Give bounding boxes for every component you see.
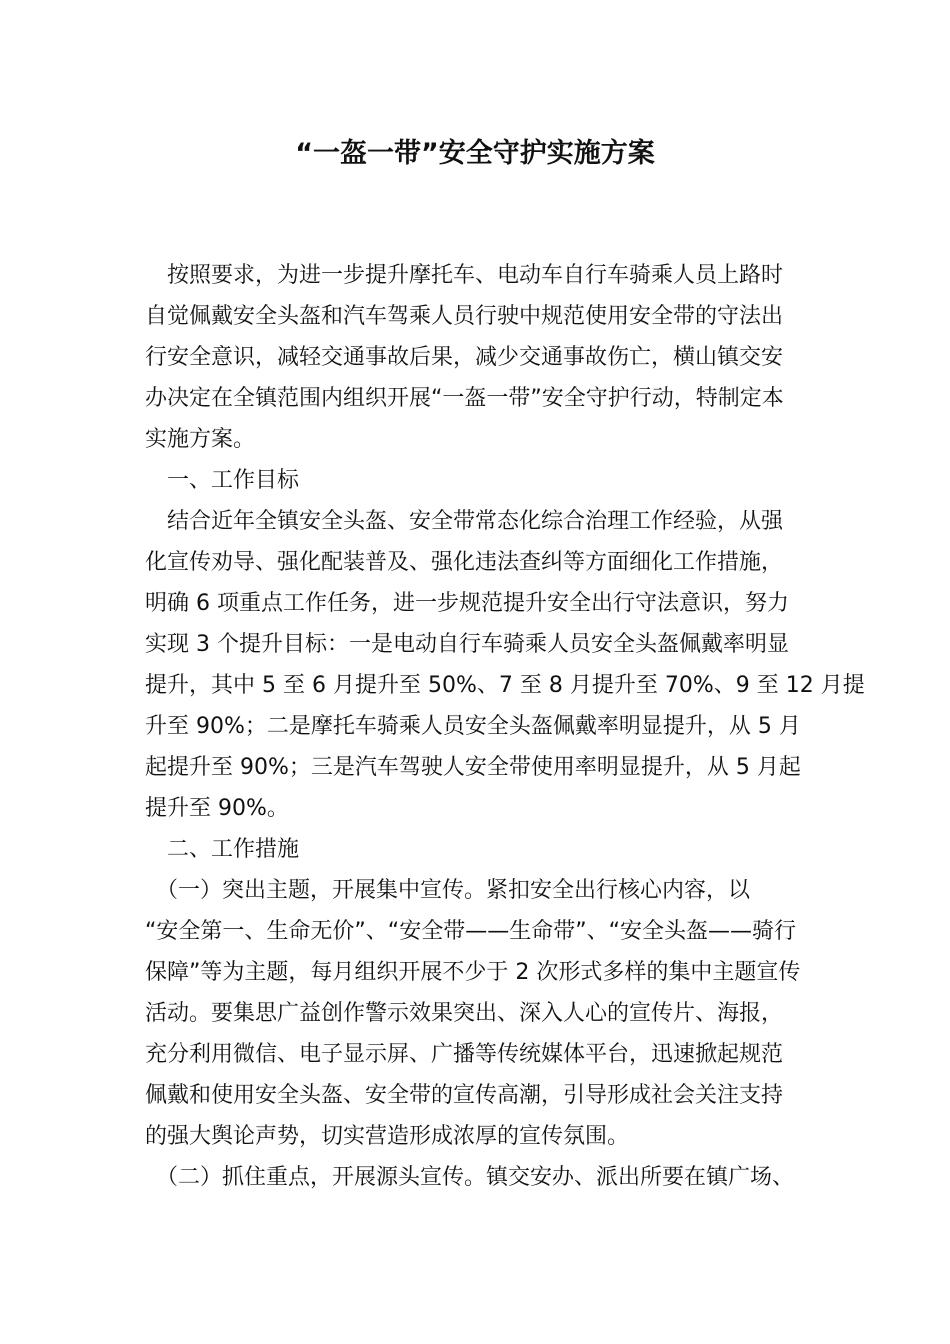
document-body [145,255,865,1198]
text-line: 行安全意识，减轻交通事故后果，减少交通事故伤亡，横山镇交安 [145,345,784,370]
text-line: 实现 3 个提升目标：一是电动自行车骑乘人员安全头盔佩戴率明显 [145,632,789,657]
text-line: 保障”等为主题，每月组织开展不少于 2 次形式多样的集中主题宣传 [145,960,801,985]
text-line: 起提升至 90%；三是汽车驾驶人安全带使用率明显提升，从 5 月起 [145,755,801,780]
text-line: 活动。要集思广益创作警示效果突出、深入人心的宣传片、海报， [145,1001,784,1026]
text-line: 实施方案。 [145,427,256,452]
text-line: “安全第一、生命无价”、“安全带——生命带”、“安全头盔——骑行 [145,919,796,944]
text-line: 提升，其中 5 至 6 月提升至 50%、7 至 8 月提升至 70%、9 至 12 月提 [145,673,865,698]
text-line: 化宣传劝导、强化配装普及、强化违法查纠等方面细化工作措施， [145,550,784,575]
text-line: （一）突出主题，开展集中宣传。紧扣安全出行核心内容，以 [145,878,751,903]
text-line: （二）抓住重点，开展源头宣传。镇交安办、派出所要在镇广场、 [145,1165,795,1190]
text-line: 按照要求，为进一步提升摩托车、电动车自行车骑乘人员上路时 [145,263,784,288]
text-line: 的强大舆论声势，切实营造形成浓厚的宣传氛围。 [145,1124,630,1149]
text-line: 佩戴和使用安全头盔、安全带的宣传高潮，引导形成社会关注支持 [145,1083,784,1108]
text-line: 办决定在全镇范围内组织开展“一盔一带”安全守护行动，特制定本 [145,386,784,411]
document-title: “一盔一带”安全守护实施方案 [295,138,655,169]
section-heading: 一、工作目标 [145,468,300,493]
text-line: 结合近年全镇安全头盔、安全带常态化综合治理工作经验，从强 [145,509,784,534]
text-line: 提升至 90%。 [145,796,289,821]
text-line: 明确 6 项重点工作任务，进一步规范提升安全出行守法意识，努力 [145,591,789,616]
text-line: 自觉佩戴安全头盔和汽车驾乘人员行驶中规范使用安全带的守法出 [145,304,784,329]
text-line: 充分利用微信、电子显示屏、广播等传统媒体平台，迅速掀起规范 [145,1042,784,1067]
section-heading: 二、工作措施 [145,837,300,862]
text-line: 升至 90%；二是摩托车骑乘人员安全头盔佩戴率明显提升，从 5 月 [145,714,801,739]
